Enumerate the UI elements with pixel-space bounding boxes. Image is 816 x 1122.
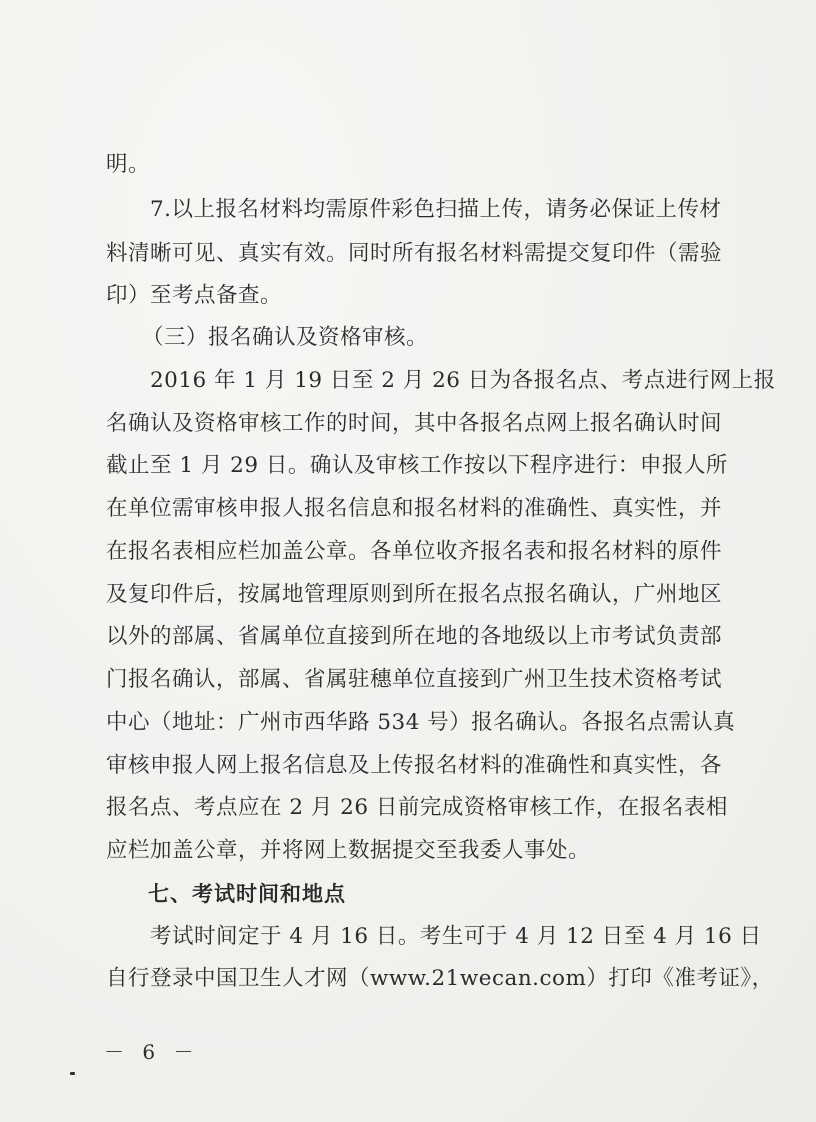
text-line: 考试时间定于 4 月 16 日。考生可于 4 月 12 日至 4 月 16 日 <box>150 924 762 949</box>
text-line: 截止至 1 月 29 日。确认及审核工作按以下程序进行：申报人所 <box>106 453 728 478</box>
text-line: 在报名表相应栏加盖公章。各单位收齐报名表和报名材料的原件 <box>106 539 723 564</box>
scan-speck <box>70 1072 75 1075</box>
text-line: 及复印件后，按属地管理原则到所在报名点报名确认，广州地区 <box>106 582 723 607</box>
text-line: 明。 <box>106 152 151 177</box>
text-line: 在单位需审核申报人报名信息和报名材料的准确性、真实性，并 <box>106 496 723 521</box>
text-line: 中心（地址：广州市西华路 534 号）报名确认。各报名点需认真 <box>106 710 736 735</box>
text-line: 应栏加盖公章，并将网上数据提交至我委人事处。 <box>106 838 591 863</box>
text-line: 料清晰可见、真实有效。同时所有报名材料需提交复印件（需验 <box>106 241 723 266</box>
text-line: 审核申报人网上报名信息及上传报名材料的准确性和真实性，各 <box>106 753 723 778</box>
text-line: 门报名确认，部属、省属驻穗单位直接到广州卫生技术资格考试 <box>106 667 723 692</box>
text-line: 报名点、考点应在 2 月 26 日前完成资格审核工作，在报名表相 <box>106 795 728 820</box>
text-line: 名确认及资格审核工作的时间，其中各报名点网上报名确认时间 <box>106 411 723 436</box>
text-line: 自行登录中国卫生人才网（www.21wecan.com）打印《准考证》， <box>106 966 774 991</box>
text-line: 以外的部属、省属单位直接到所在地的各地级以上市考试负责部 <box>106 624 723 649</box>
page-number: － 6 － <box>104 1040 200 1064</box>
section-heading: 七、考试时间和地点 <box>148 882 346 906</box>
text-line: 7.以上报名材料均需原件彩色扫描上传，请务必保证上传材 <box>150 197 722 222</box>
text-line: 印）至考点备查。 <box>106 283 283 308</box>
text-line: 2016 年 1 月 19 日至 2 月 26 日为各报名点、考点进行网上报 <box>150 368 776 393</box>
section-subheading: （三）报名确认及资格审核。 <box>142 325 429 350</box>
